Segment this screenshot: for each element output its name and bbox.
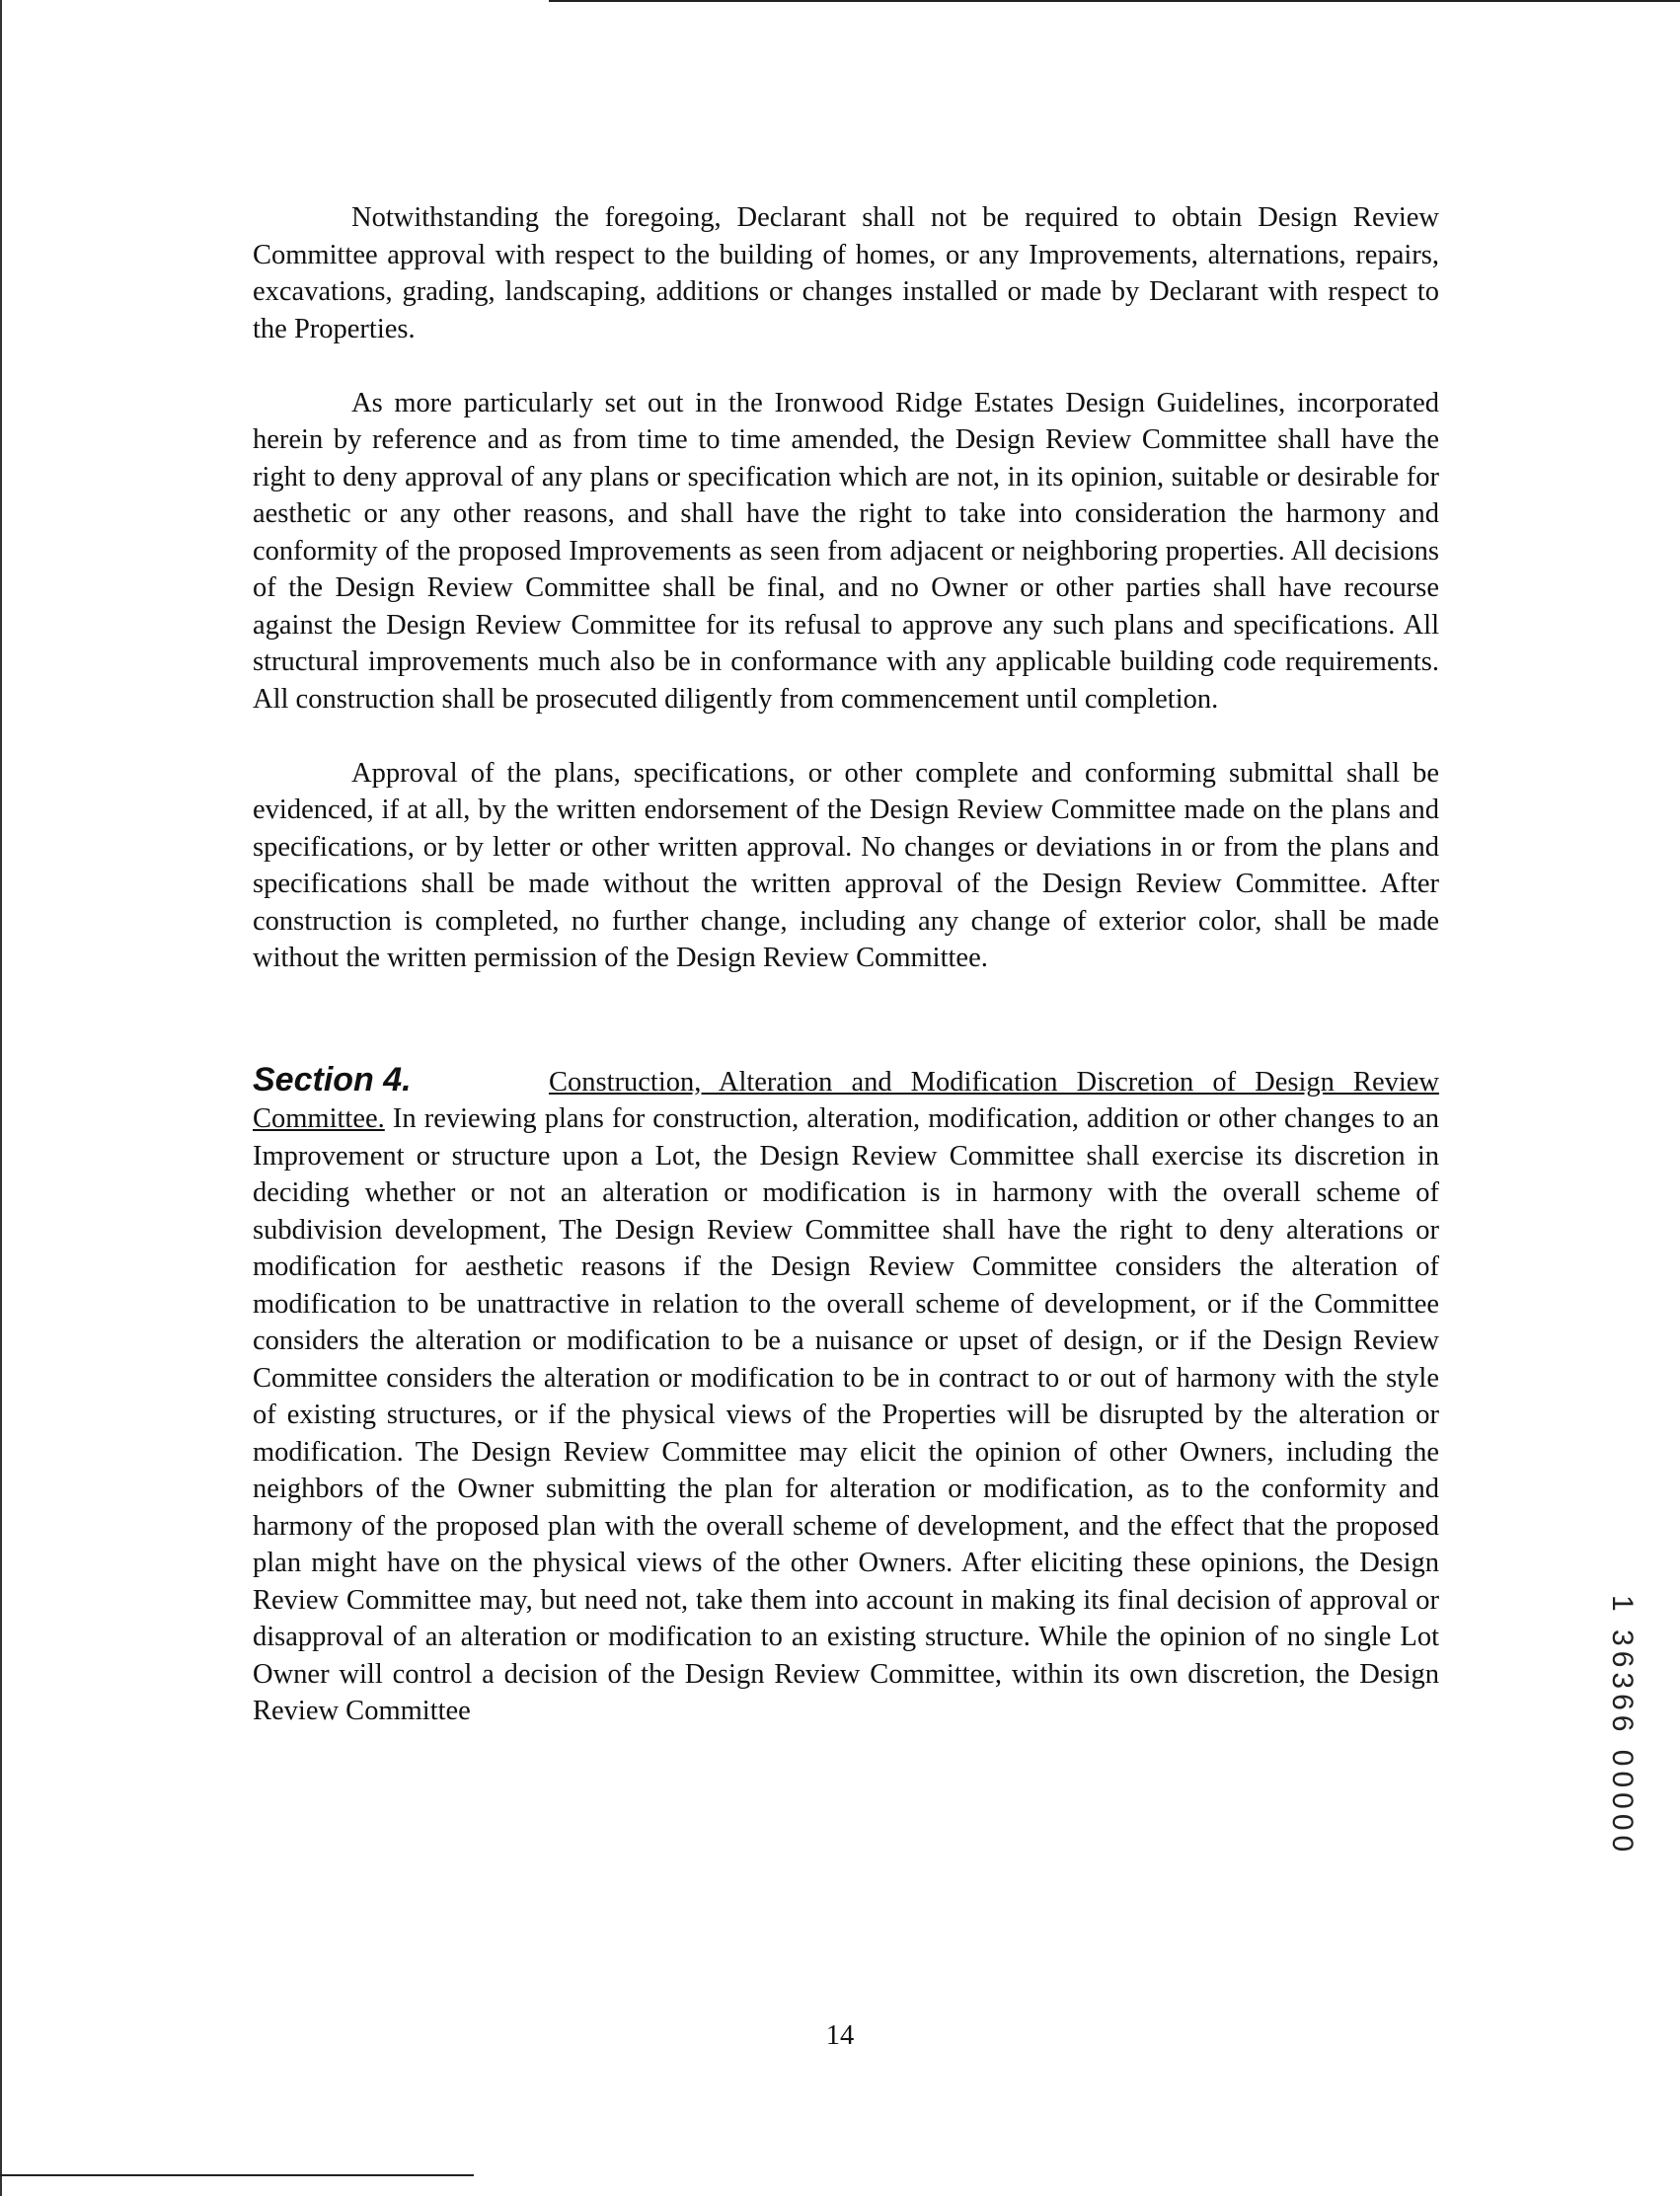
section-4 <box>253 1062 1439 1730</box>
scan-border-bottom <box>0 2174 474 2176</box>
scan-border-left <box>0 0 2 2196</box>
scan-border-top <box>549 0 1680 2</box>
paragraph-design-guidelines: As more particularly set out in the Ironwood Ridge Estates Design Guidelines, incorporated herein by reference and as from time to time amended, the Design Review Committee shall have the right to deny approval of any plans or specification which are not, in its opinion, suitable or desirable for aesthetic or any other reasons, and shall have the right to take into consideration the harmony and conformity of the proposed Improvements as seen from adjacent or neighboring properties. All decisions of the Design Review Committee shall be final, and no Owner or other parties shall have recourse against the Design Review Committee for its refusal to approve any such plans and specifications. All structural improvements much also be in conformance with any applicable building code requirements. All construction shall be prosecuted diligently from commencement until completion. <box>253 387 1439 715</box>
page-number: 14 <box>825 2020 855 2051</box>
section-body: In reviewing plans for construction, alteration, modification, addition or other changes to an Improvement or structure upon a Lot, the Design Review Committee shall exercise its discretion in deciding whether or not an alteration or modification is in harmony with the overall scheme of subdivision development, The Design Review Committee shall have the right to deny alterations or modification for aesthetic reasons if the Design Review Committee considers the alteration of modification to be unattractive in relation to the overall scheme of development, or if the Committee considers the alteration or modification to be a nuisance or upset of design, or if the Design Review Committee considers the alteration or modification to be in contract to or out of harmony with the style of existing structures, or if the physical views of the Properties will be disrupted by the alteration or modification. The Design Review Committee may elicit the opinion of other Owners, including the neighbors of the Owner submitting the plan for alteration or modification, as to the conformity and harmony of the proposed plan with the overall scheme of development, and the effect that the proposed plan might have on the physical views of the other Owners. After eliciting these opinions, the Design Review Committee may, but need not, take them into account in making its final decision of approval or disapproval of an alteration or modification to an existing structure. While the opinion of no single Lot Owner will control a decision of the Design Review Committee, within its own discretion, the Design Review Committee <box>253 1103 1440 1726</box>
document-page <box>253 199 1439 1730</box>
section-heading: Construction, Alteration and Modification Discretion of Design Review Committee. <box>253 1066 1439 1134</box>
paragraph-approval-evidence: Approval of the plans, specifications, or other complete and conforming submittal shall be evidenced, if at all, by the written endorsement of the Design Review Committee made on the plans and specifications, or by letter or other written approval. No changes or deviations in or from the plans and specifications shall be made without the written approval of the Design Review Committee. After construction is completed, no further change, including any change of exterior color, shall be made without the written permission of the Design Review Committee. <box>253 757 1439 973</box>
section-label: Section 4. <box>253 1060 412 1098</box>
margin-document-stamp <box>1606 1595 1646 1857</box>
margin-stamp-text: 1 36366 00000 <box>1606 1595 1639 1857</box>
paragraph-declarant-exemption: Notwithstanding the foregoing, Declarant shall not be required to obtain Design Review Committee approval with respect to the building of homes, or any Improvements, alternations, repairs, excavations, grading, landscaping, additions or changes installed or made by Declarant with respect to the Properties. <box>253 202 1439 344</box>
